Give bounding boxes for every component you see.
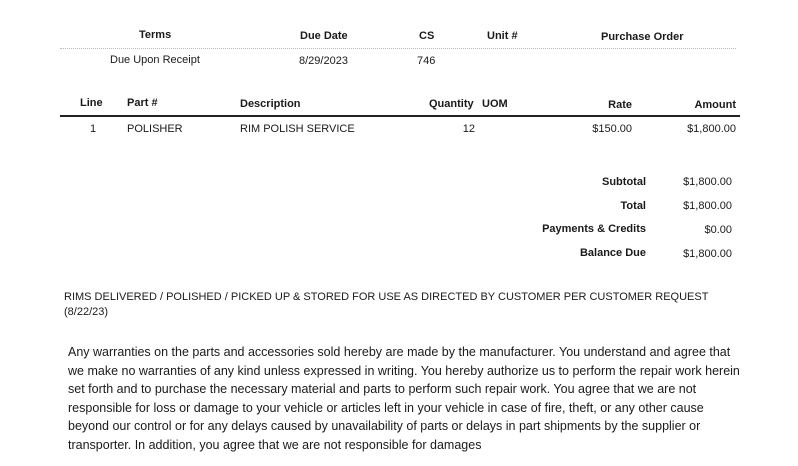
subtotal-value: $1,800.00 <box>683 176 732 188</box>
unit-header: Unit # <box>487 30 518 42</box>
terms-divider <box>60 48 736 49</box>
uom-header: UOM <box>482 98 508 110</box>
total-label: Total <box>620 200 646 212</box>
subtotal-label: Subtotal <box>602 176 646 188</box>
balance-due-value: $1,800.00 <box>683 248 732 260</box>
part-header: Part # <box>127 97 158 109</box>
part-number: POLISHER <box>127 123 183 135</box>
total-value: $1,800.00 <box>683 200 732 212</box>
rate-header: Rate <box>608 99 632 111</box>
description-header: Description <box>240 98 301 110</box>
payments-credits-label: Payments & Credits <box>542 223 646 235</box>
line-number: 1 <box>90 123 97 135</box>
line-header: Line <box>80 97 103 109</box>
quantity-header: Quantity <box>429 98 474 110</box>
amount-header: Amount <box>694 99 736 111</box>
item-rate: $150.00 <box>592 123 632 135</box>
item-description: RIM POLISH SERVICE <box>240 123 355 135</box>
cs-value: 746 <box>417 55 436 67</box>
balance-due-label: Balance Due <box>579 247 646 259</box>
cs-header: CS <box>419 30 435 42</box>
terms-header: Terms <box>139 29 172 41</box>
terms-value: Due Upon Receipt <box>110 54 200 66</box>
service-note: RIMS DELIVERED / POLISHED / PICKED UP & STORED FOR USE AS DIRECTED BY CUSTOMER PER CUSTOMER REQUEST (8/22/23) <box>64 291 709 318</box>
item-amount: $1,800.00 <box>687 123 736 135</box>
payments-credits-value: $0.00 <box>704 224 732 236</box>
purchase-order-header: Purchase Order <box>601 31 684 43</box>
due-date-header: Due Date <box>300 30 348 42</box>
item-quantity: 12 <box>462 123 475 135</box>
warranty-paragraph: Any warranties on the parts and accessories sold hereby are made by the manufacturer. You understand and agree that we make no warranties of any kind unless expressed in writing. You hereby authorize us to perform the repair work herein set forth and to purchase the necessary material and parts to perform such repair work. You agree that we are not responsible for loss or damage to your vehicle or articles left in your vehicle in case of fire, theft, or any other cause beyond our control or for any delays caused by unavailability of parts or delays in part shipments by the supplier or transporter. In addition, you agree that we are not responsible for damages <box>68 345 740 452</box>
items-header-rule <box>60 115 740 117</box>
due-date-value: 8/29/2023 <box>299 55 348 67</box>
